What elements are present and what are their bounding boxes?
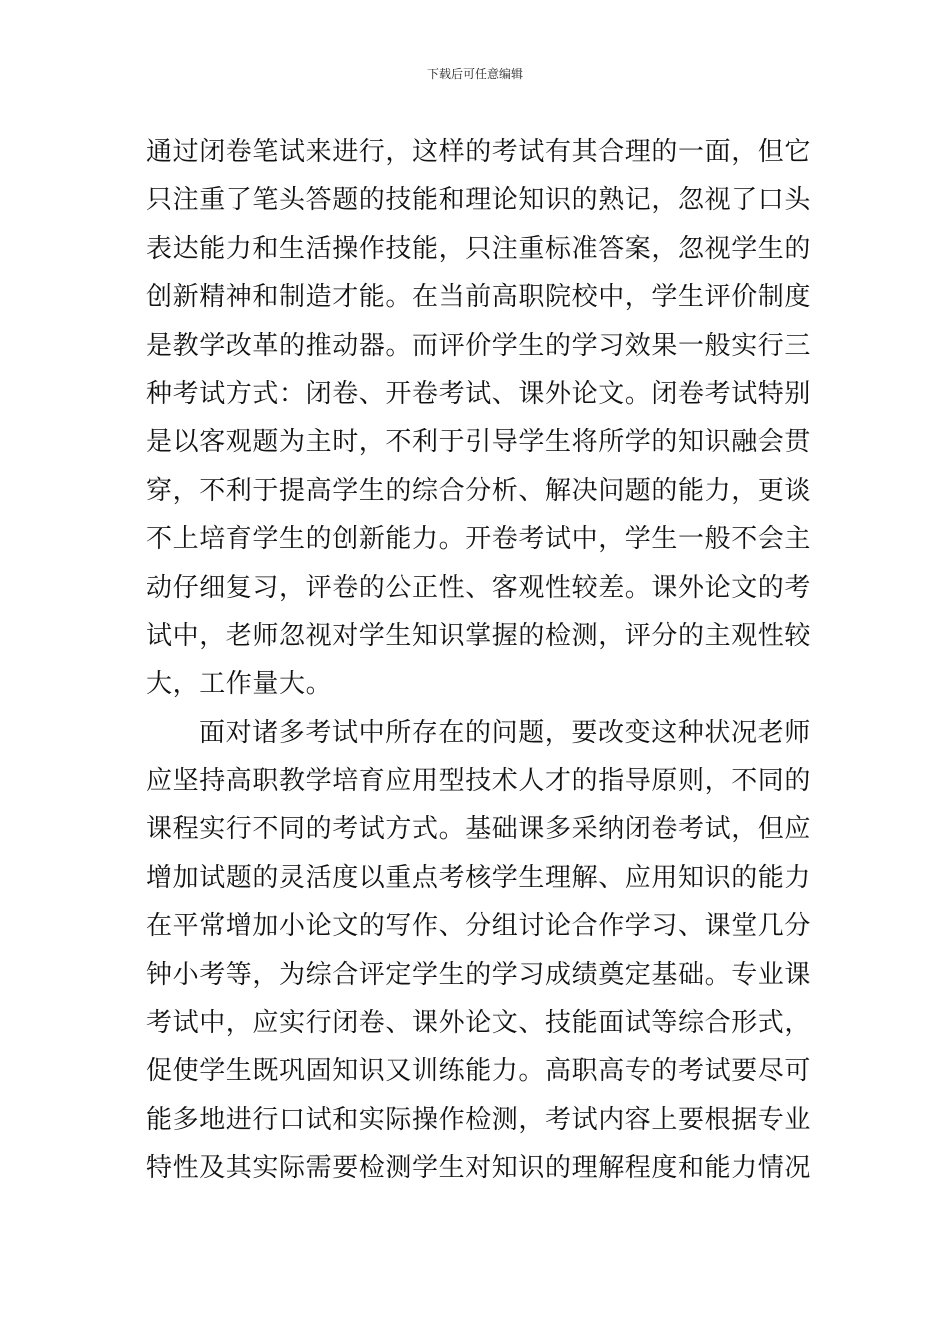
text-line: 促使学生既巩固知识又训练能力。高职高专的考试要尽可 <box>146 1056 812 1087</box>
text-line: 表达能力和生活操作技能，只注重标准答案，忽视学生的 <box>146 233 812 264</box>
text-line: 增加试题的灵活度以重点考核学生理解、应用知识的能力 <box>146 862 812 893</box>
text-line: 通过闭卷笔试来进行，这样的考试有其合理的一面，但它 <box>146 137 812 167</box>
paragraph <box>146 128 811 709</box>
text-line: 是以客观题为主时，不利于引导学生将所学的知识融会贯 <box>146 427 812 458</box>
document-body <box>146 128 811 1193</box>
page-header-note: 下载后可任意编辑 <box>426 67 523 81</box>
text-line: 考试中，应实行闭卷、课外论文、技能面试等综合形式， <box>146 1008 812 1039</box>
text-line: 在平常增加小论文的写作、分组讨论合作学习、课堂几分 <box>146 911 812 942</box>
text-line: 能多地进行口试和实际操作检测，考试内容上要根据专业 <box>146 1104 812 1135</box>
text-line: 课程实行不同的考试方式。基础课多采纳闭卷考试，但应 <box>146 814 812 845</box>
text-line: 应坚持高职教学培育应用型技术人才的指导原则，不同的 <box>146 766 812 797</box>
text-line: 动仔细复习，评卷的公正性、客观性较差。课外论文的考 <box>146 572 812 603</box>
text-line: 面对诸多考试中所存在的问题，要改变这种状况老师 <box>199 717 811 748</box>
text-line: 只注重了笔头答题的技能和理论知识的熟记，忽视了口头 <box>146 185 812 216</box>
text-line: 创新精神和制造才能。在当前高职院校中，学生评价制度 <box>146 282 812 313</box>
text-line: 是教学改革的推动器。而评价学生的学习效果一般实行三 <box>146 330 812 361</box>
text-line: 大，工作量大。 <box>146 669 333 700</box>
text-line: 钟小考等，为综合评定学生的学习成绩奠定基础。专业课 <box>146 959 812 990</box>
text-line: 特性及其实际需要检测学生对知识的理解程度和能力情况 <box>146 1153 812 1184</box>
paragraph <box>146 709 811 1193</box>
text-line: 试中，老师忽视对学生知识掌握的检测，评分的主观性较 <box>146 620 812 651</box>
text-line: 种考试方式：闭卷、开卷考试、课外论文。闭卷考试特别 <box>146 378 812 409</box>
text-line: 不上培育学生的创新能力。开卷考试中，学生一般不会主 <box>146 524 812 555</box>
text-line: 穿，不利于提高学生的综合分析、解决问题的能力，更谈 <box>146 475 812 506</box>
